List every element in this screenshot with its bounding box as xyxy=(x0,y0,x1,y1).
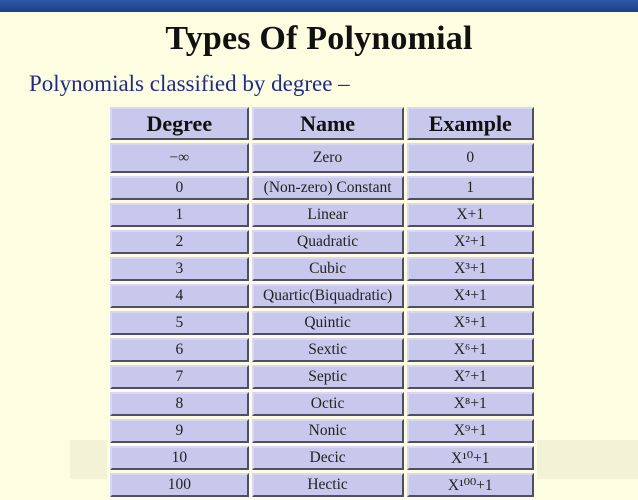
cell-name: (Non-zero) Constant xyxy=(252,176,404,200)
cell-degree: 1 xyxy=(110,203,249,227)
cell-degree: −∞ xyxy=(110,143,249,173)
cell-degree: 7 xyxy=(110,365,249,389)
header-name: Name xyxy=(252,107,404,140)
cell-example: X⁸+1 xyxy=(407,392,534,416)
table-row xyxy=(110,176,534,200)
cell-degree: 100 xyxy=(110,473,249,497)
table-row xyxy=(110,257,534,281)
slide-subtitle: Polynomials classified by degree – xyxy=(29,71,350,96)
table-header-row xyxy=(110,107,534,140)
table-row xyxy=(110,419,534,443)
cell-degree: 0 xyxy=(110,176,249,200)
cell-degree: 2 xyxy=(110,230,249,254)
cell-degree: 9 xyxy=(110,419,249,443)
cell-degree: 4 xyxy=(110,284,249,308)
cell-example: X⁶+1 xyxy=(407,338,534,362)
cell-degree: 6 xyxy=(110,338,249,362)
cell-name: Nonic xyxy=(252,419,404,443)
cell-example: X⁵+1 xyxy=(407,311,534,335)
cell-example: X⁴+1 xyxy=(407,284,534,308)
cell-name: Septic xyxy=(252,365,404,389)
table-row xyxy=(110,392,534,416)
table-row xyxy=(110,230,534,254)
table-row xyxy=(110,203,534,227)
cell-degree: 3 xyxy=(110,257,249,281)
cell-example: X¹⁰+1 xyxy=(407,446,534,470)
top-bar xyxy=(0,0,638,12)
table-row xyxy=(110,311,534,335)
cell-name: Quadratic xyxy=(252,230,404,254)
cell-name: Cubic xyxy=(252,257,404,281)
cell-example: X⁹+1 xyxy=(407,419,534,443)
cell-name: Zero xyxy=(252,143,404,173)
cell-example: X³+1 xyxy=(407,257,534,281)
header-degree: Degree xyxy=(110,107,249,140)
table-row xyxy=(110,473,534,497)
header-example: Example xyxy=(407,107,534,140)
cell-name: Quintic xyxy=(252,311,404,335)
cell-name: Linear xyxy=(252,203,404,227)
cell-degree: 5 xyxy=(110,311,249,335)
slide-title: Types Of Polynomial xyxy=(165,20,473,57)
cell-name: Quartic(Biquadratic) xyxy=(252,284,404,308)
cell-degree: 8 xyxy=(110,392,249,416)
cell-example: X+1 xyxy=(407,203,534,227)
cell-name: Hectic xyxy=(252,473,404,497)
cell-degree: 10 xyxy=(110,446,249,470)
table-row xyxy=(110,365,534,389)
table-row xyxy=(110,143,534,173)
cell-example: X⁷+1 xyxy=(407,365,534,389)
cell-name: Octic xyxy=(252,392,404,416)
table-row xyxy=(110,284,534,308)
table-row xyxy=(110,446,534,470)
cell-example: 1 xyxy=(407,176,534,200)
table-row xyxy=(110,338,534,362)
cell-example: X²+1 xyxy=(407,230,534,254)
cell-example: X¹⁰⁰+1 xyxy=(407,473,534,497)
degree-table xyxy=(107,104,537,500)
cell-name: Sextic xyxy=(252,338,404,362)
cell-example: 0 xyxy=(407,143,534,173)
cell-name: Decic xyxy=(252,446,404,470)
degree-table-container xyxy=(107,104,537,494)
